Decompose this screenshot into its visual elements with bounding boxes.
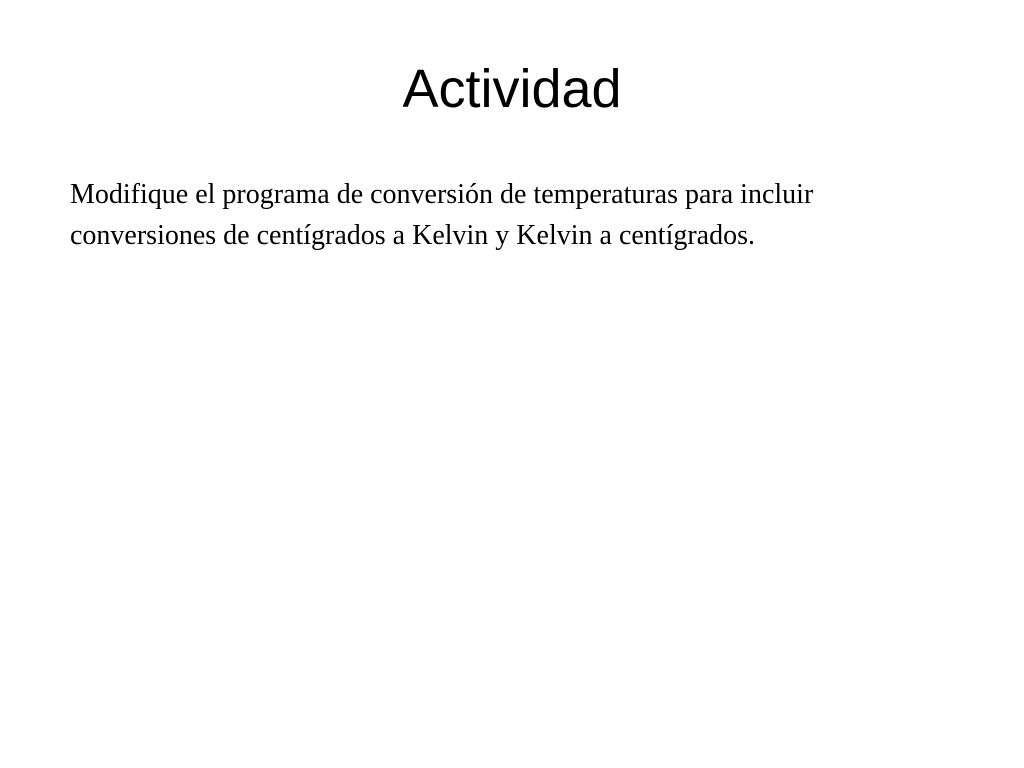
slide-title: Actividad [402, 59, 622, 119]
slide-body-text: Modifique el programa de conversión de temperaturas para incluir conversiones de centígrados a Kelvin y Kelvin a centígrados. [70, 179, 814, 251]
